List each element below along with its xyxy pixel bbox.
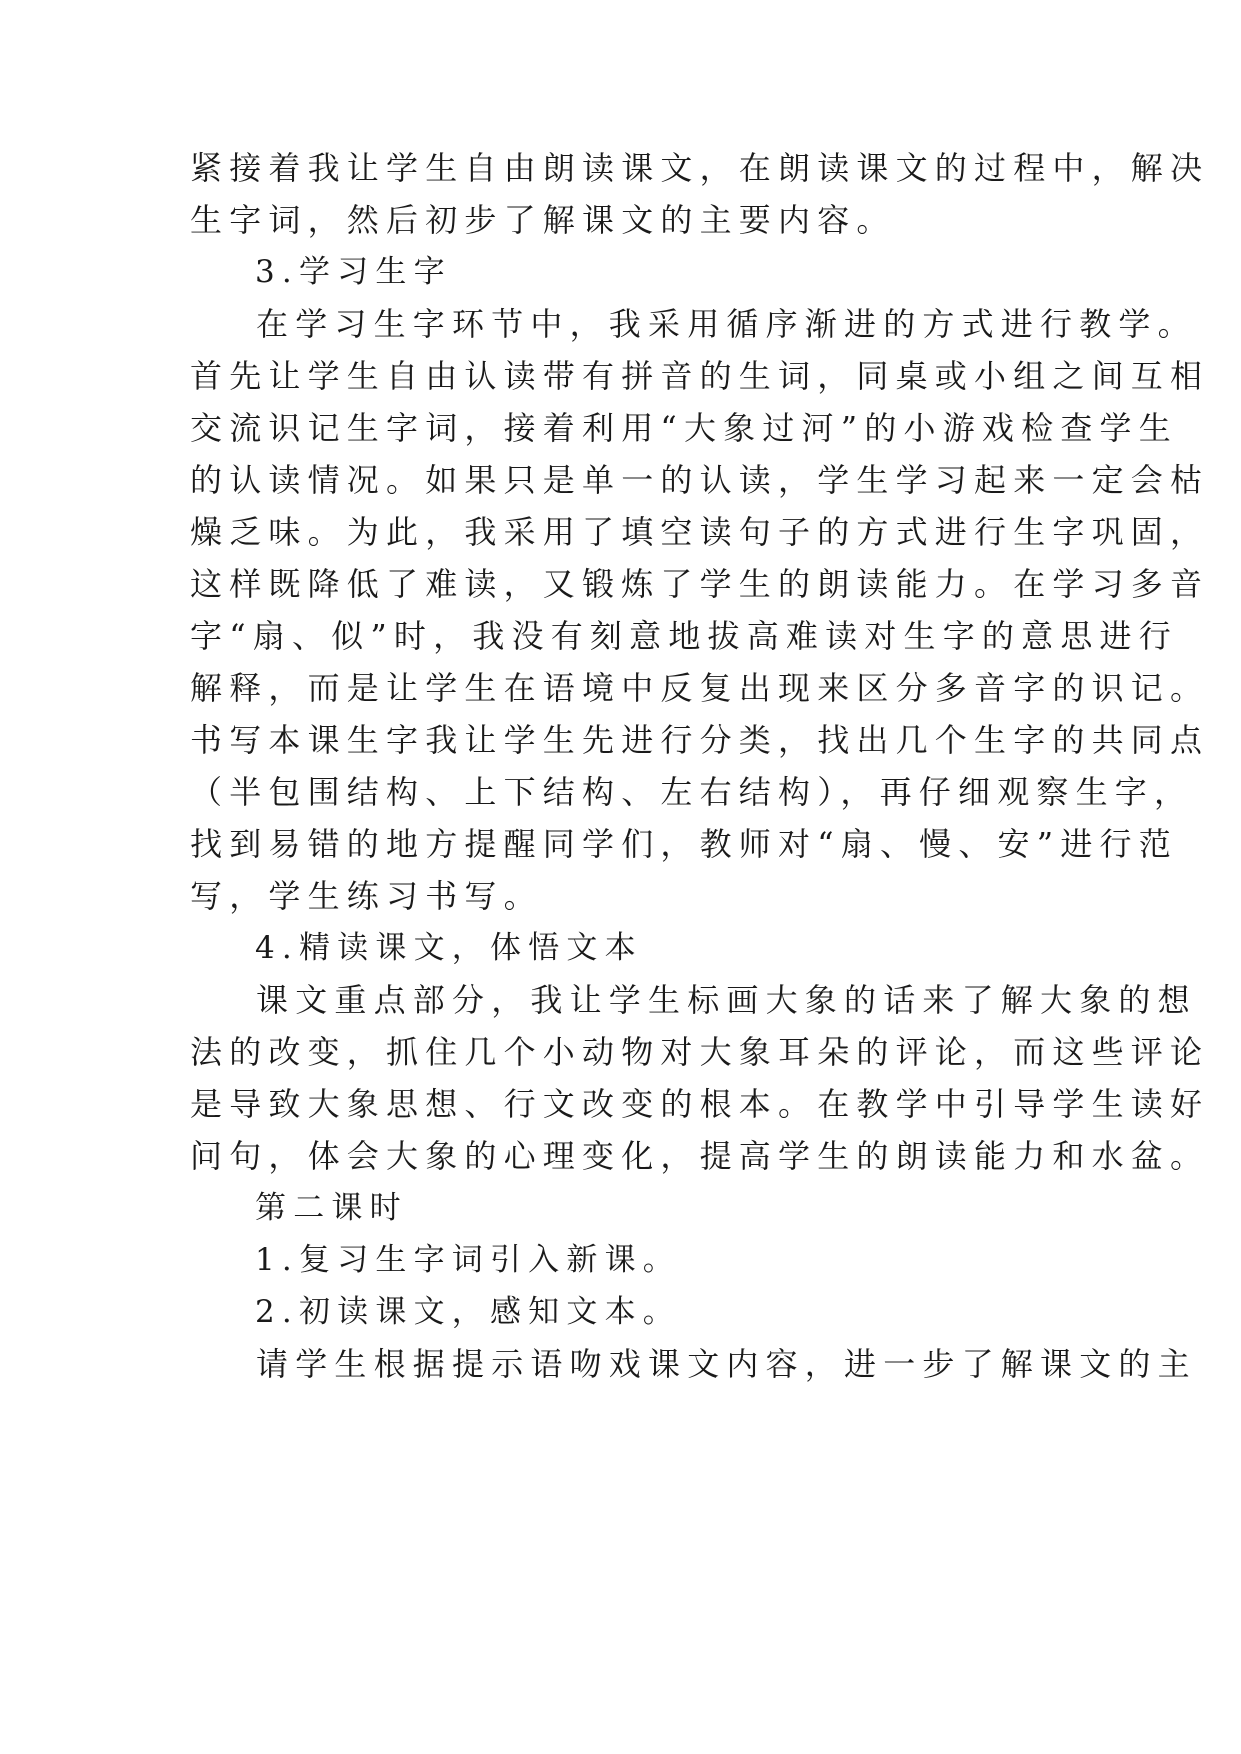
paragraph-line: （半包围结构、上下结构、左右结构），再仔细观察生字， xyxy=(190,773,1194,811)
paragraph-line: 生字词，然后初步了解课文的主要内容。 xyxy=(190,201,896,239)
paragraph-line: 请学生根据提示语吻戏课文内容，进一步了解课文的主 xyxy=(256,1345,1197,1383)
paragraph-line: 写，学生练习书写。 xyxy=(190,877,543,915)
paragraph-line: 字“扇、似”时，我没有刻意地拔高难读对生字的意思进行 xyxy=(190,617,1178,655)
paragraph-line: 紧接着我让学生自由朗读课文，在朗读课文的过程中，解决 xyxy=(190,149,1210,187)
paragraph-line: 在学习生字环节中，我采用循序渐进的方式进行教学。 xyxy=(256,305,1197,343)
paragraph-line: 燥乏味。为此，我采用了填空读句子的方式进行生字巩固， xyxy=(190,513,1210,551)
paragraph-line: 首先让学生自由认读带有拼音的生词，同桌或小组之间互相 xyxy=(190,357,1210,395)
list-item: 2.初读课文，感知文本。 xyxy=(255,1294,681,1330)
section-heading: 3.学习生字 xyxy=(255,254,452,290)
paragraph-line: 法的改变，抓住几个小动物对大象耳朵的评论，而这些评论 xyxy=(190,1033,1210,1071)
paragraph-line: 这样既降低了难读，又锻炼了学生的朗读能力。在学习多音 xyxy=(190,565,1210,603)
paragraph-line: 解释，而是让学生在语境中反复出现来区分多音字的识记。 xyxy=(190,669,1210,707)
paragraph-line: 问句，体会大象的心理变化，提高学生的朗读能力和水盆。 xyxy=(190,1137,1210,1175)
paragraph-line: 课文重点部分，我让学生标画大象的话来了解大象的想 xyxy=(256,981,1197,1019)
section-heading: 第二课时 xyxy=(255,1190,408,1226)
paragraph-line: 找到易错的地方提醒同学们，教师对“扇、慢、安”进行范 xyxy=(190,825,1178,863)
paragraph-line: 的认读情况。如果只是单一的认读，学生学习起来一定会枯 xyxy=(190,461,1210,499)
section-heading: 4.精读课文，体悟文本 xyxy=(255,930,643,966)
paragraph-line: 书写本课生字我让学生先进行分类，找出几个生字的共同点 xyxy=(190,721,1210,759)
list-item: 1.复习生字词引入新课。 xyxy=(255,1242,681,1278)
paragraph-line: 交流识记生字词，接着利用“大象过河”的小游戏检查学生 xyxy=(190,409,1178,447)
paragraph-line: 是导致大象思想、行文改变的根本。在教学中引导学生读好 xyxy=(190,1085,1210,1123)
